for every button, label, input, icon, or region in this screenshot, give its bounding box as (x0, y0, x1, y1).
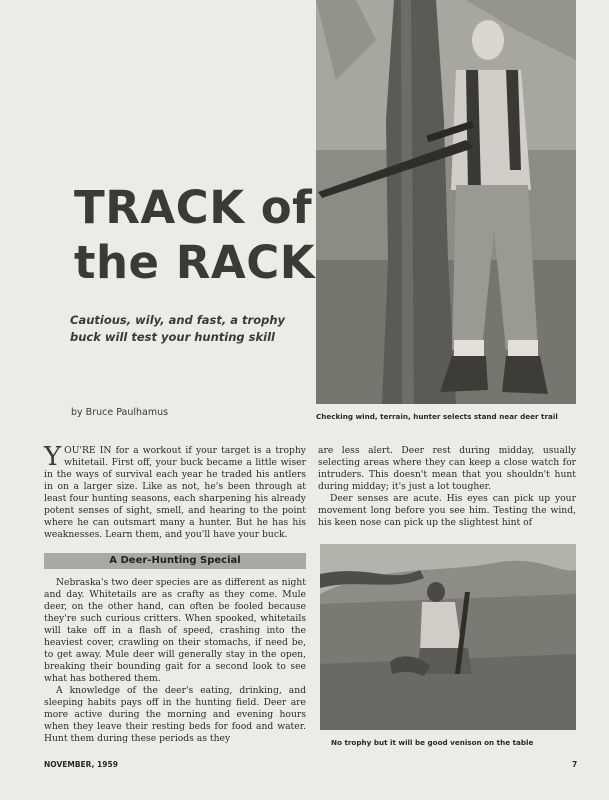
paragraph-midday: are less alert. Deer rest during midday, usually selecting areas where they can keep a close watch for intruders. This doesn't mean that you shouldn't hunt during midday; it's just a lot tougher. (318, 445, 576, 492)
article-subtitle: Cautious, wily, and fast, a trophy buck will test your hunting skill (70, 313, 286, 344)
photo-hunter-by-tree (316, 0, 576, 404)
bottom-photo-caption: No trophy but it will be good venison on the table (331, 738, 534, 747)
intro-paragraph (44, 442, 306, 541)
photo-hunter-kneeling (320, 544, 576, 730)
title-line-2: the RACK (74, 236, 316, 289)
byline: by Bruce Paulhamus (71, 407, 169, 418)
title-line-1: TRACK of (74, 181, 313, 234)
intro-text: OU'RE IN for a workout if your target is a trophy whitetail. First off, your buck became a little wiser in the ways of survival each year he traded his antlers in on a larger size. Like as not, he's been through at least four hunting seasons, each sharpening his already potent senses of sight, smell, and hearing to the point where he can outsmart many a hunter. But he has his weaknesses. Learn them, and you'll have your buck. (44, 445, 306, 540)
article-title (74, 180, 314, 290)
paragraph-senses: Deer senses are acute. His eyes can pick up your movement long before you see him. Testing the wind, his keen nose can pick up the slightest hint of (318, 493, 576, 528)
section-heading: A Deer-Hunting Special (44, 553, 306, 569)
paragraph-deer-species: Nebraska's two deer species are as different as night and day. Whitetails are as crafty as they come. Mule deer, on the other hand, can often be fooled because they're such curious critters. When spooked, whitetails will take off in a flash of speed, crashing into the heaviest cover, crawling on their stomachs, if need be, to get away. Mule deer will generally stay in the open, breaking their bounding gait for a second look to see what has bothered them. (44, 577, 306, 684)
drop-cap: Y (44, 442, 62, 472)
paragraph-deer-habits: A knowledge of the deer's eating, drinking, and sleeping habits pays off in the hunting field. Deer are more active during the morning and evening hours when they leave their resting beds for food and water. Hunt them during these periods as they (44, 685, 306, 744)
page-number: 7 (572, 760, 578, 769)
body-column-2 (318, 445, 576, 529)
top-photo-caption: Checking wind, terrain, hunter selects stand near deer trail (316, 412, 558, 421)
issue-date: NOVEMBER, 1959 (44, 760, 118, 769)
body-column-1 (44, 442, 306, 745)
